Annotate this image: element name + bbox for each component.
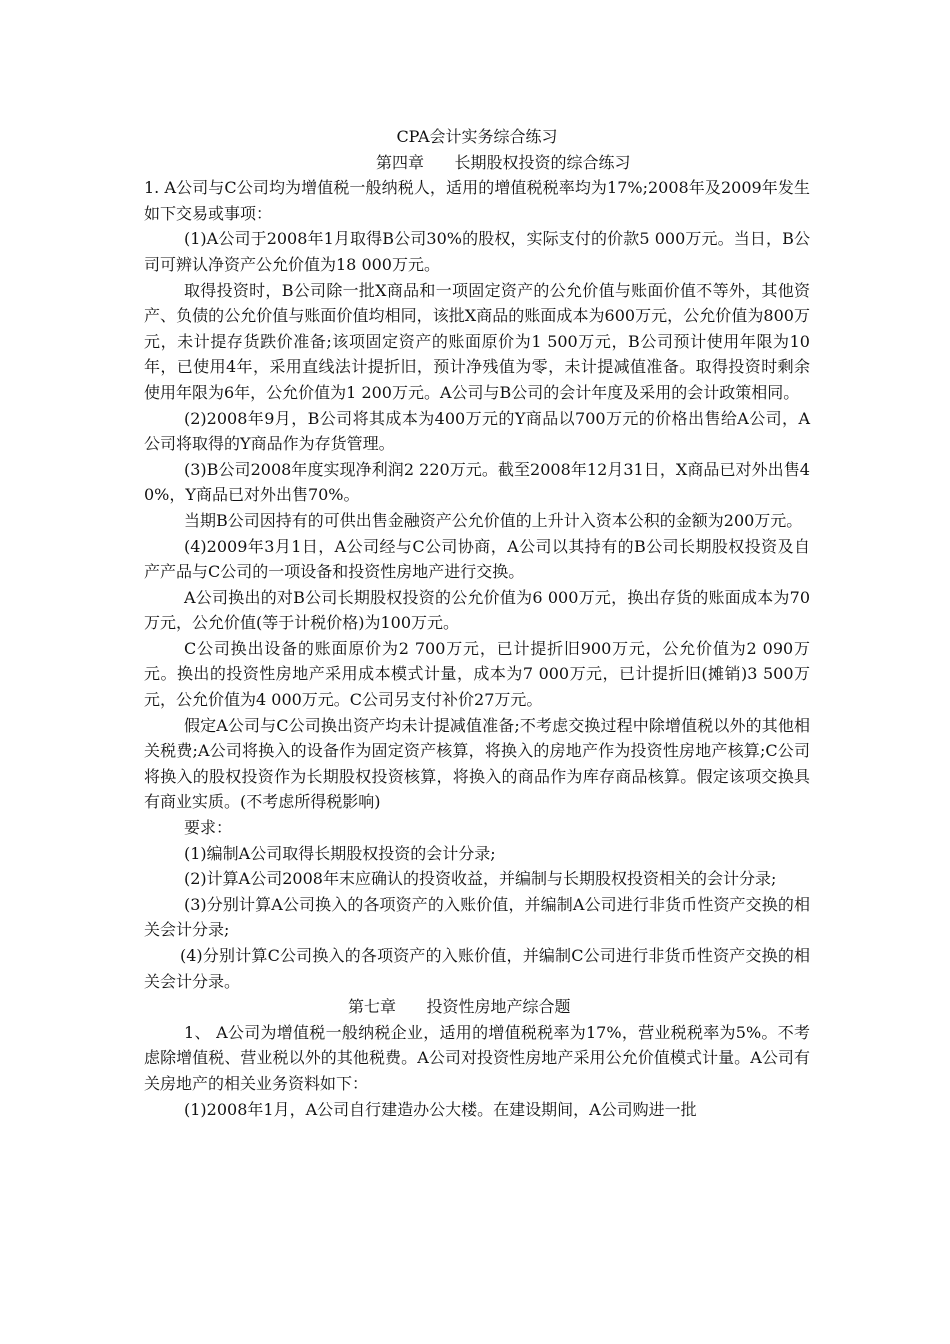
chapter-4-heading: 第四章 长期股权投资的综合练习 <box>376 152 631 172</box>
chapter-7-heading: 第七章 投资性房地产综合题 <box>348 997 571 1017</box>
question-1-paragraph: 取得投资时，B公司除一批X商品和一项固定资产的公允价值与账面价值不等外，其他资产、负债的公允价值与账面价值均相同，该批X商品的账面成本为600万元，公允价值为800万元，未计提存货跌价准备;该项固定资产的账面原价为1 500万元，B公司预计使用年限为10年，已使用4年，采用直线法计提折旧，预计净残值为零，未计提减值准备。取得投资时剩余使用年限为6年，公允价值为1 200万元。A公司与B公司的会计年度及采用的会计政策相同。 <box>144 280 810 402</box>
question-1-item-3: (3)B公司2008年度实现净利润2 220万元。截至2008年12月31日，X商品已对外出售40%，Y商品已对外出售70%。 <box>144 459 810 505</box>
chapter-7-question-1-item-1: (1)2008年1月，A公司自行建造办公大楼。在建设期间，A公司购进一批 <box>184 1099 697 1119</box>
question-1-item-4: (4)2009年3月1日，A公司经与C公司协商，A公司以其持有的B公司长期股权投资及自产产品与C公司的一项设备和投资性房地产进行交换。 <box>144 536 810 582</box>
question-1-paragraph: C公司换出设备的账面原价为2 700万元，已计提折旧900万元，公允价值为2 090万元。换出的投资性房地产采用成本模式计量，成本为7 000万元，已计提折旧(摊销)3 500万元，公允价值为4 000万元。C公司另支付补价27万元。 <box>144 638 810 710</box>
question-1-assumptions: 假定A公司与C公司换出资产均未计提减值准备;不考虑交换过程中除增值税以外的其他相关税费;A公司将换入的设备作为固定资产核算，将换入的房地产作为投资性房地产核算;C公司将换入的股权投资作为长期股权投资核算，将换入的商品作为库存商品核算。假定该项交换具有商业实质。(不考虑所得税影响) <box>144 715 810 812</box>
requirement-4: (4)分别计算C公司换入的各项资产的入账价值，并编制C公司进行非货币性资产交换的相关会计分录。 <box>144 946 810 991</box>
question-1-paragraph: 当期B公司因持有的可供出售金融资产公允价值的上升计入资本公积的金额为200万元。 <box>184 510 803 530</box>
document-body <box>144 124 810 1122</box>
requirement-2: (2)计算A公司2008年末应确认的投资收益，并编制与长期股权投资相关的会计分录; <box>184 869 777 889</box>
question-1-paragraph: A公司换出的对B公司长期股权投资的公允价值为6 000万元，换出存货的账面成本为70万元，公允价值(等于计税价格)为100万元。 <box>144 587 810 633</box>
chapter-7-question-1-intro: 1、 A公司为增值税一般纳税企业，适用的增值税税率为17%，营业税税率为5%。不考虑除增值税、营业税以外的其他税费。A公司对投资性房地产采用公允价值模式计量。A公司有关房地产的相关业务资料如下： <box>144 1022 810 1093</box>
requirements-label: 要求： <box>184 818 233 838</box>
requirement-3: (3)分别计算A公司换入的各项资产的入账价值，并编制A公司进行非货币性资产交换的相关会计分录; <box>144 894 810 940</box>
question-1-item-2: (2)2008年9月，B公司将其成本为400万元的Y商品以700万元的价格出售给A公司，A公司将取得的Y商品作为存货管理。 <box>144 408 810 454</box>
requirement-1: (1)编制A公司取得长期股权投资的会计分录; <box>184 843 496 863</box>
document-title: CPA会计实务综合练习 <box>396 127 558 146</box>
question-1-item-1: (1)A公司于2008年1月取得B公司30%的股权，实际支付的价款5 000万元。当日，B公司可辨认净资产公允价值为18 000万元。 <box>144 229 810 274</box>
question-1-intro: 1. A公司与C公司均为增值税一般纳税人，适用的增值税税率均为17%;2008年及2009年发生如下交易或事项： <box>144 178 810 223</box>
